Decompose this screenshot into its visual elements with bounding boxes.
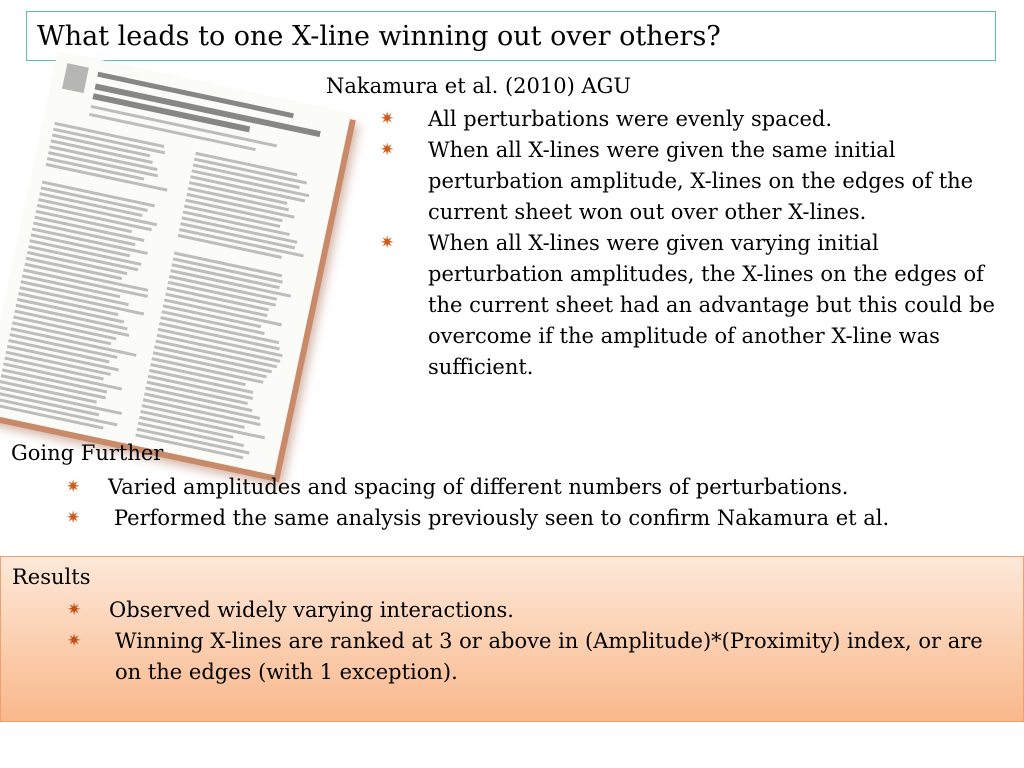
list-item: ✷ Observed widely varying interactions. xyxy=(67,595,987,626)
star-bullet-icon: ✷ xyxy=(380,140,395,160)
list-item: ✷ Winning X-lines are ranked at 3 or above in (Amplitude)*(Proximity) index, or are on the edges (with 1 exception). xyxy=(67,626,987,688)
star-bullet-icon: ✷ xyxy=(66,477,81,497)
list-item: ✷ Performed the same analysis previously seen to confirm Nakamura et al. xyxy=(66,503,966,534)
list-item: ✷ When all X-lines were given the same initial perturbation amplitude, X-lines on the edges of the current sheet won out over other X-lines. xyxy=(380,135,1010,228)
paper-page-image xyxy=(0,51,351,475)
star-bullet-icon: ✷ xyxy=(380,233,395,253)
results-bullet-list xyxy=(67,595,987,688)
list-item: ✷ When all X-lines were given varying initial perturbation amplitudes, the X-lines on the edges of the current sheet had an advantage but this could be overcome if the amplitude of another X-line was sufficient. xyxy=(380,228,1010,383)
going-further-bullet-list xyxy=(66,472,966,534)
star-bullet-icon: ✷ xyxy=(66,508,81,528)
reference-heading: Nakamura et al. (2010) AGU xyxy=(326,74,632,98)
star-bullet-icon: ✷ xyxy=(380,109,395,129)
list-item: ✷ All perturbations were evenly spaced. xyxy=(380,104,1010,135)
journal-logo xyxy=(62,63,89,93)
results-heading: Results xyxy=(12,565,91,589)
star-bullet-icon: ✷ xyxy=(67,600,82,620)
going-further-heading: Going Further xyxy=(11,441,164,465)
results-box xyxy=(0,556,1024,722)
paper-thumbnail xyxy=(0,51,351,475)
slide-title-box xyxy=(26,11,996,61)
star-bullet-icon: ✷ xyxy=(67,631,82,651)
reference-bullet-list xyxy=(380,104,1010,383)
list-item: ✷ Varied amplitudes and spacing of different numbers of perturbations. xyxy=(66,472,966,503)
slide-title: What leads to one X-line winning out over others? xyxy=(37,20,721,52)
